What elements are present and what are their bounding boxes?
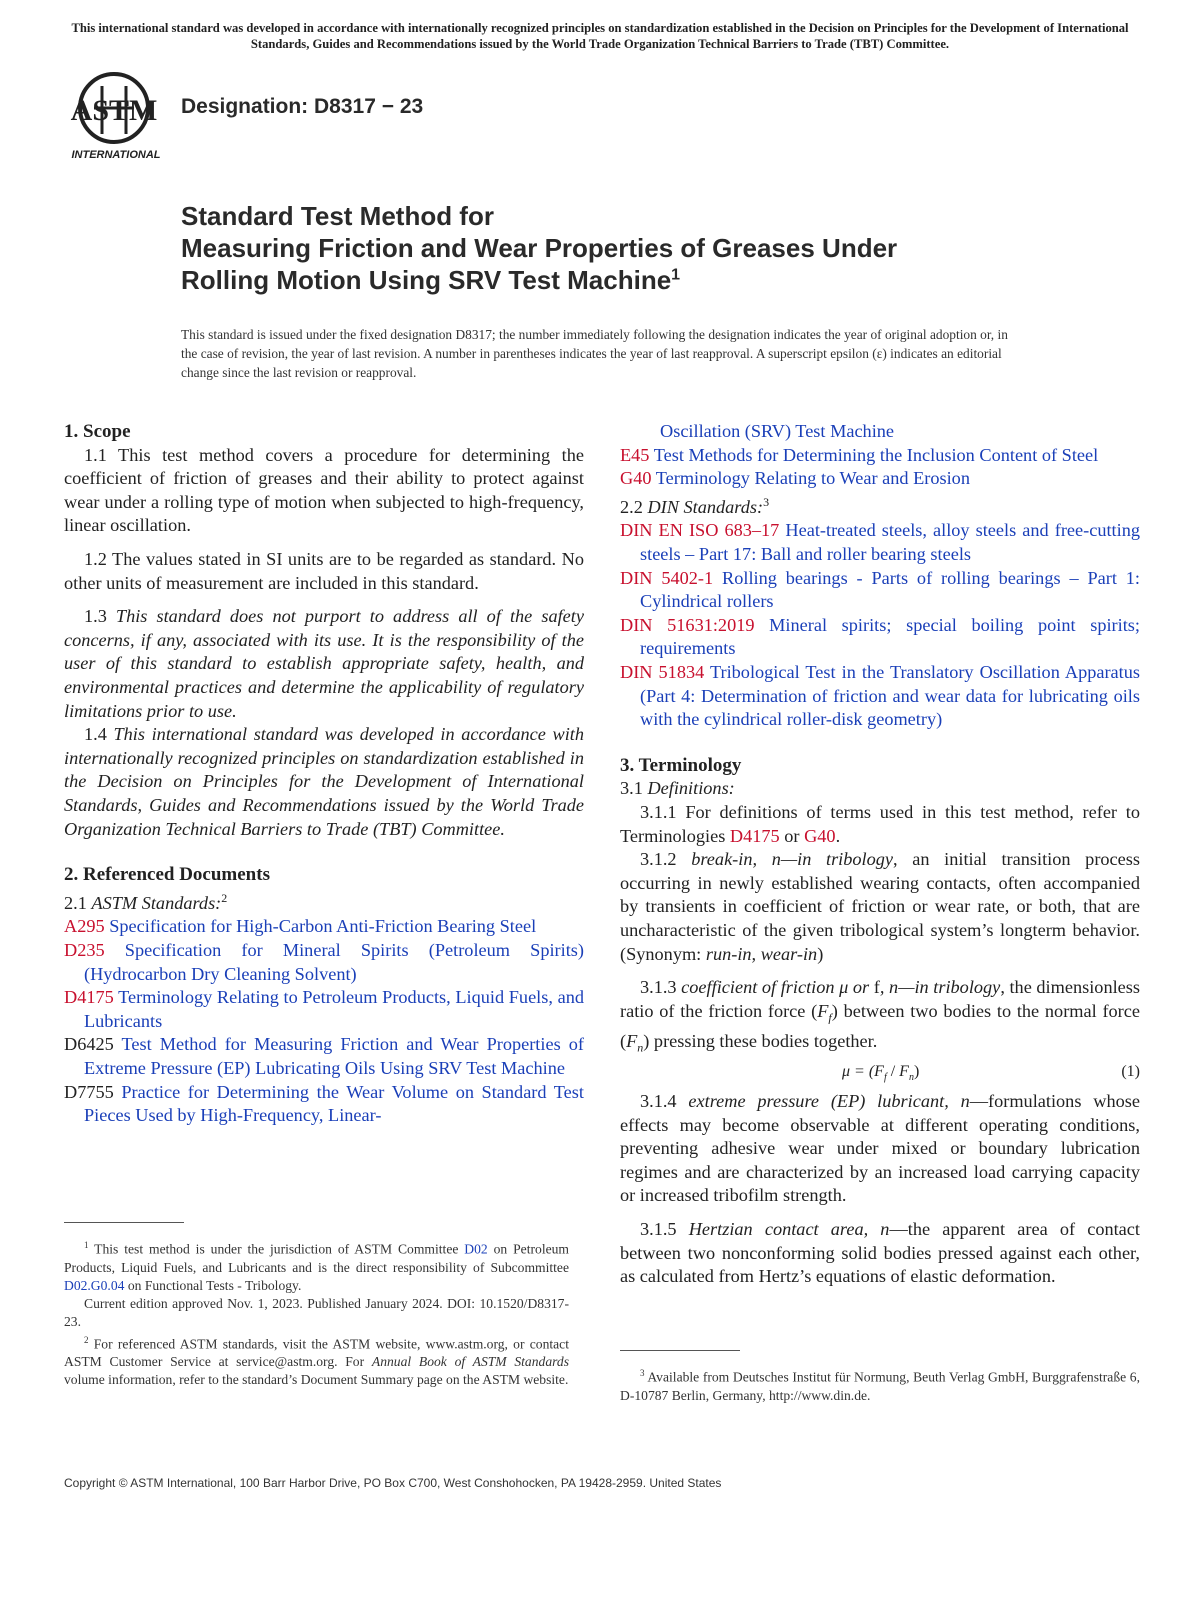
footnote-divider-left	[64, 1222, 184, 1223]
issuance-statement: This standard is issued under the fixed designation D8317; the number immediately following the designation indicates the year of original adoption or, in the case of revision, the year of last revision. A number in parentheses indicates the year of last reapproval. A superscript epsilon (ε) indicates an editorial change since the last revision or reapproval.	[181, 327, 1008, 380]
reference-title-link[interactable]: Terminology Relating to Petroleum Products, Liquid Fuels, and Lubricants	[84, 987, 584, 1031]
footnote-text: Available from Deutsches Institut für Normung, Beuth Verlag GmbH, Burggrafenstraße 6, D-10787 Berlin, Germany, http://www.din.de.	[620, 1369, 1140, 1403]
reference-code-link[interactable]: D4175	[64, 987, 114, 1008]
reference-title-link[interactable]: Practice for Determining the Wear Volume on Standard Test Pieces Used by High-Frequency, Linear-	[84, 1081, 584, 1126]
paragraph-number: 2.2	[620, 496, 643, 517]
footnotes-left	[64, 1236, 569, 1389]
title-line-3: Rolling Motion Using SRV Test Machine	[181, 265, 672, 295]
title-line-1: Standard Test Method for	[181, 201, 494, 231]
footnote-text: on Petroleum Products, Liquid Fuels, and Lubricants and is the direct responsibility of Subcommittee	[64, 1241, 569, 1275]
reference-title-link[interactable]: Specification for High-Carbon Anti-Friction Bearing Steel	[109, 916, 537, 937]
reference-title-link[interactable]: Heat-treated steels, alloy steels and free-cutting steels – Part 17: Ball and roller bearing steels	[640, 520, 1140, 565]
designation: Designation: D8317 − 23	[181, 95, 424, 118]
subheading-text: ASTM Standards:	[91, 892, 222, 913]
paragraph-1-1: 1.1 This test method covers a procedure for determining the coefficient of friction of greases and their ability to protect against wear under a rolling type of motion when subjected to high-frequency, linear oscillation.	[64, 444, 584, 536]
paragraph-number: 3.1.2	[640, 849, 677, 870]
footnote-edition: Current edition approved Nov. 1, 2023. Published January 2024. DOI: 10.1520/D8317-23.	[64, 1295, 569, 1329]
equation-body	[842, 1060, 919, 1090]
reference-item	[620, 467, 1140, 491]
document-title	[181, 200, 1081, 296]
definition-text: ) pressing these bodies together.	[643, 1031, 878, 1051]
subscript: n	[908, 1072, 914, 1084]
reference-title-link[interactable]: Test Methods for Determining the Inclusion Content of Steel	[653, 444, 1099, 465]
subscript: n	[637, 1040, 644, 1055]
reference-item	[64, 986, 584, 1033]
astm-reference-list-continued	[620, 444, 1140, 491]
reference-title-link[interactable]: Test Method for Measuring Friction and Wear Properties of Extreme Pressure (EP) Lubricating Oils Using SRV Test Machine	[84, 1034, 584, 1078]
reference-item	[620, 661, 1140, 732]
title-line-2: Measuring Friction and Wear Properties of Greases Under	[181, 233, 898, 263]
equation-text: )	[913, 1063, 920, 1081]
subheading-text: Definitions:	[647, 778, 735, 799]
subscript: f	[883, 1072, 887, 1084]
definition-text: —formulations whose effects may become observable at different operating conditions, preventing adhesive wear under mixed or boundary lubrication regimes and are characterized by an increased load carrying capacity or increased tribofilm strength.	[620, 1091, 1140, 1206]
defined-term: extreme pressure (EP) lubricant, n	[688, 1091, 970, 1112]
paragraph-number: 1.3	[84, 606, 107, 627]
punctuation: )	[817, 943, 824, 964]
paragraph-3-1-1	[620, 801, 1140, 848]
paragraph-number: 3.1.3	[640, 977, 677, 998]
equation-number: (1)	[1121, 1063, 1140, 1081]
copyright-notice: Copyright © ASTM International, 100 Barr Harbor Drive, PO Box C700, West Conshohocken, PA 19428-2959. United States	[64, 1476, 722, 1490]
reference-title-link[interactable]: Tribological Test in the Translatory Oscillation Apparatus (Part 4: Determination of friction and wear data for lubricating oils with the cylindrical roller-disk geometry)	[640, 662, 1141, 730]
reference-d7755-continued	[640, 420, 1140, 444]
paragraph-number: 3.1.5	[640, 1219, 677, 1239]
reference-title-link[interactable]: Oscillation (SRV) Test Machine	[660, 421, 895, 441]
defined-term: coefficient of friction μ or	[681, 977, 870, 998]
reference-code-link[interactable]: D6425	[64, 1034, 114, 1055]
footnotes-right	[620, 1364, 1140, 1405]
reference-code-link[interactable]: A295	[64, 916, 105, 937]
left-column	[64, 420, 584, 1128]
paragraph-3-1-4	[620, 1090, 1140, 1208]
equation-symbol: F	[899, 1063, 909, 1081]
astm-logo-icon	[64, 68, 174, 164]
paragraph-3-1-3	[620, 976, 1140, 1060]
section-heading-referenced-documents: 2. Referenced Documents	[64, 864, 270, 886]
paragraph-1-3	[64, 605, 584, 723]
equation-symbol: F	[874, 1063, 884, 1081]
definitions-label	[620, 777, 1140, 801]
paragraph-3-1-5	[620, 1218, 1140, 1289]
reference-item	[64, 1081, 584, 1128]
symbol-normal-force: F	[626, 1031, 638, 1051]
footnote-2	[64, 1331, 569, 1390]
reference-code-link[interactable]: G40	[620, 468, 652, 489]
link-g40[interactable]: G40	[804, 825, 836, 846]
footnote-marker: 2	[84, 1334, 89, 1345]
reference-item	[64, 915, 584, 939]
defined-term: break-in, n—in tribology	[691, 849, 894, 870]
definition-text: ) between two bodies to the normal force (	[620, 1000, 1140, 1051]
subheading-text: DIN Standards:	[647, 496, 764, 517]
logo-text: ASTM	[70, 94, 158, 127]
reference-item	[620, 519, 1140, 566]
footnote-3	[620, 1364, 1140, 1405]
reference-item	[620, 614, 1140, 661]
title-footnote-marker: 1	[671, 266, 681, 284]
reference-code-link[interactable]: D7755	[64, 1081, 114, 1102]
footnote-italic-text: Annual Book of ASTM Standards	[371, 1354, 569, 1370]
paragraph-number: 3.1	[620, 778, 643, 799]
reference-code-link[interactable]: DIN 51834	[620, 662, 705, 683]
astm-reference-list	[64, 915, 584, 1127]
equation-text: μ = (	[842, 1063, 875, 1081]
reference-title-link[interactable]: Rolling bearings - Parts of rolling bearings – Part 1: Cylindrical rollers	[640, 567, 1140, 612]
reference-item	[64, 939, 584, 986]
footnote-divider-right	[620, 1350, 740, 1351]
link-d4175[interactable]: D4175	[729, 825, 780, 846]
paragraph-number: 2.1	[64, 892, 87, 913]
reference-title-link[interactable]: Specification for Mineral Spirits (Petroleum Spirits) (Hydrocarbon Dry Cleaning Solvent)	[84, 939, 584, 984]
subscript: f	[828, 1010, 832, 1025]
link-subcommittee-d02-g0-04[interactable]: D02.G0.04	[64, 1277, 125, 1293]
reference-code-link[interactable]: DIN 5402-1	[620, 567, 714, 588]
definition-text: , the dimensionless ratio of the friction force (	[620, 977, 1141, 1021]
conjunction-text: or	[784, 825, 800, 846]
equation-1	[620, 1060, 1140, 1090]
reference-code-link[interactable]: DIN 51631:2019	[620, 614, 755, 635]
reference-code-link[interactable]: E45	[620, 444, 650, 465]
paragraph-number: 3.1.4	[640, 1091, 677, 1112]
link-committee-d02[interactable]: D02	[464, 1241, 488, 1257]
paragraph-1-4	[64, 723, 584, 841]
symbol-friction-force: F	[817, 1000, 829, 1021]
astm-standards-label	[64, 887, 584, 916]
footnote-text: on Functional Tests - Tribology.	[127, 1277, 302, 1293]
defined-term-qualifier: , n—in tribology	[879, 977, 1001, 998]
safety-caveat-text: This standard does not purport to address all of the safety concerns, if any, associated with its use. It is the responsibility of the user of this standard to establish appropriate safety, health, and environmental practices and determine the applicability of regulatory limitations prior to use.	[64, 606, 584, 721]
wto-statement-text: This international standard was developed in accordance with internationally recognized principles on standardization established in the Decision on Principles for the Development of International Standards, Guides and Recommendations issued by the World Trade Organization Technical Barriers to Trade (TBT) Committee.	[64, 724, 584, 839]
right-column	[620, 420, 1140, 1289]
paragraph-1-2: 1.2 The values stated in SI units are to be regarded as standard. No other units of measurement are included in this standard.	[64, 548, 584, 593]
synonym-text: run-in, wear-in	[705, 943, 818, 964]
reference-code-link[interactable]: DIN EN ISO 683–17	[620, 520, 780, 541]
footnote-marker: 3	[640, 1368, 645, 1378]
reference-title-link[interactable]: Mineral spirits; special boiling point spirits; requirements	[640, 614, 1140, 659]
din-reference-list	[620, 519, 1140, 731]
footnote-text: For referenced ASTM standards, visit the ASTM website, www.astm.org, or contact ASTM Customer Service at service@astm.org. For	[64, 1336, 569, 1370]
reference-item	[620, 567, 1140, 614]
reference-item	[64, 1033, 584, 1080]
top-notice: This international standard was developed in accordance with internationally recognized principles on standardization established in the Decision on Principles for the Development of International Standards, Guides and Recommendations issued by the World Trade Organization Technical Barriers to Trade (TBT) Committee.	[71, 21, 1129, 51]
section-heading-terminology: 3. Terminology	[620, 754, 742, 776]
section-heading-scope: 1. Scope	[64, 421, 131, 442]
defined-term: Hertzian contact area, n	[688, 1219, 890, 1239]
paragraph-3-1-2	[620, 848, 1140, 966]
definition-text: , an initial transition process occurring in newly established wearing contacts, often accompanied by transients in coefficient of friction or wear rate, or both, that are uncharacteristic of the given tribological system’s longterm behavior. (Synonym:	[620, 849, 1141, 964]
footnote-marker: 1	[84, 1240, 89, 1250]
symbol-f: f	[873, 977, 880, 998]
din-standards-label	[620, 491, 1140, 520]
footnote-1	[64, 1236, 569, 1295]
footnote-text: This test method is under the jurisdiction of ASTM Committee	[94, 1241, 459, 1257]
reference-title-link[interactable]: Terminology Relating to Wear and Erosion	[655, 468, 970, 489]
paragraph-text: 3.1.1 For definitions of terms used in this test method, refer to Terminologies	[620, 802, 1140, 846]
paragraph-number: 1.4	[84, 724, 107, 745]
reference-item	[620, 444, 1140, 468]
footnote-marker: 3	[763, 494, 770, 509]
footnote-text: volume information, refer to the standard’s Document Summary page on the ASTM website.	[64, 1372, 569, 1388]
reference-code-link[interactable]: D235	[64, 939, 105, 960]
punctuation: .	[835, 825, 841, 846]
equation-operator: /	[886, 1063, 900, 1081]
footnote-marker: 2	[221, 890, 228, 905]
definition-text: —the apparent area of contact between two nonconforming solid bodies pressed against each other, as calculated from Hertz’s equations of elastic deformation.	[620, 1219, 1140, 1287]
logo-subtext: INTERNATIONAL	[71, 149, 161, 161]
